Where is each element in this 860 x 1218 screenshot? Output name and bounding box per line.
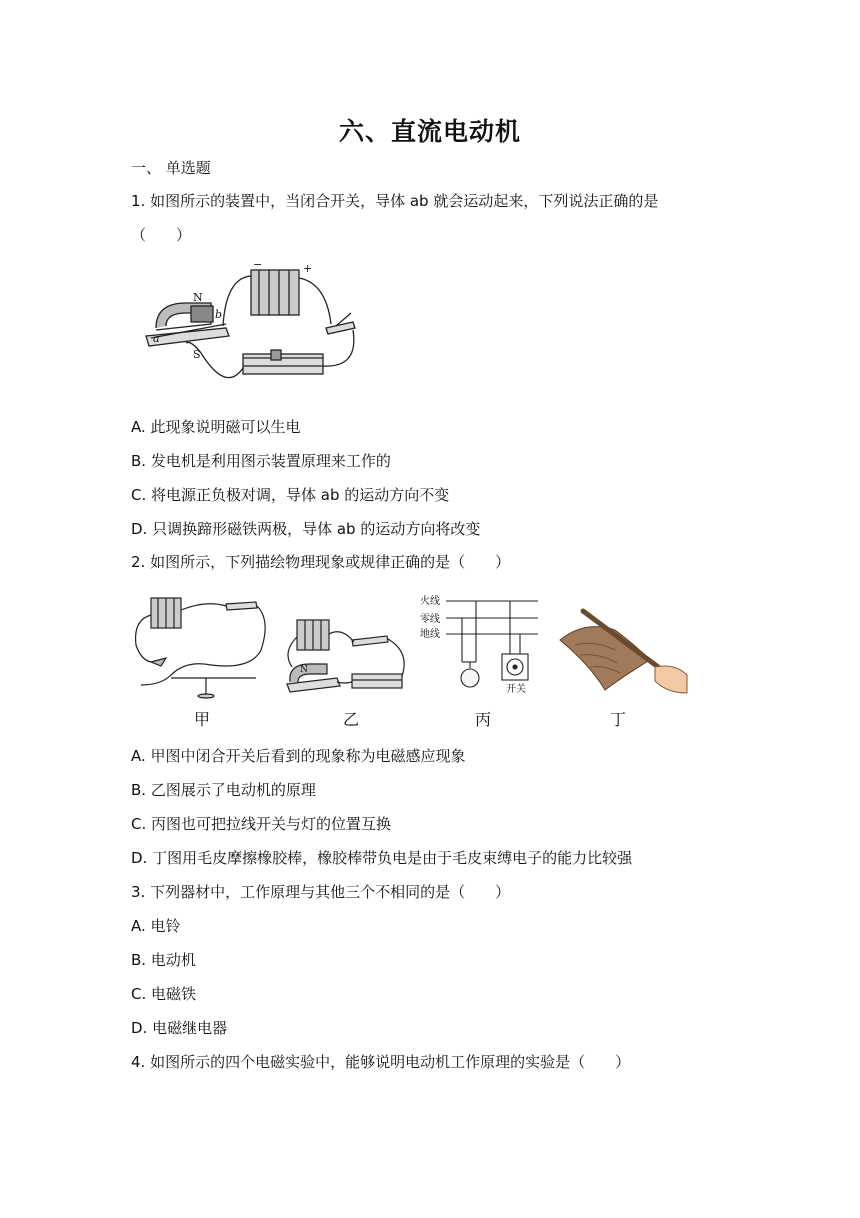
live-wire-label: 火线 [420,596,440,607]
section-heading: 一、 单选题 [131,159,211,177]
socket-switch-label: 开关 [506,684,526,695]
q2-figure-jia [131,590,271,700]
caption-ding: 丁 [609,710,626,729]
neutral-wire-label: 零线 [420,614,440,625]
conductor-b-label: b [215,308,223,321]
caption-yi: 乙 [342,710,359,729]
caption-bing: 丙 [474,710,491,729]
q1-stem: 1. 如图所示的装置中，当闭合开关，导体 ab 就会运动起来，下列说法正确的是 [131,192,659,210]
q1-option-a: A. 此现象说明磁可以生电 [131,418,301,436]
magnet-north-label: N [193,291,203,304]
q1-option-c: C. 将电源正负极对调，导体 ab 的运动方向不变 [131,486,450,504]
battery-plus-label: + [303,262,313,275]
page-title: 六、直流电动机 [338,117,521,146]
caption-jia: 甲 [193,710,210,729]
q2-figure-bing [420,592,540,702]
ground-wire-label: 地线 [420,629,440,640]
q3-option-c: C. 电磁铁 [131,985,197,1003]
q1-figure [131,258,361,383]
battery-minus-label: − [253,258,263,271]
q2-figure-ding [555,605,690,695]
q1-stem-bracket: （ ） [131,226,192,244]
yi-north-label: N [300,665,308,675]
q1-option-d: D. 只调换蹄形磁铁两极，导体 ab 的运动方向将改变 [131,520,481,538]
q3-option-b: B. 电动机 [131,951,196,969]
q3-stem: 3. 下列器材中，工作原理与其他三个不相同的是（ ） [131,883,511,901]
q2-figure-yi [282,612,412,697]
q2-stem: 2. 如图所示，下列描绘物理现象或规律正确的是（ ） [131,553,511,571]
q3-option-a: A. 电铃 [131,917,181,935]
conductor-a-label: a [153,332,160,345]
q2-option-a: A. 甲图中闭合开关后看到的现象称为电磁感应现象 [131,747,466,765]
q2-option-d: D. 丁图用毛皮摩擦橡胶棒，橡胶棒带负电是由于毛皮束缚电子的能力比较强 [131,849,633,867]
q2-option-b: B. 乙图展示了电动机的原理 [131,781,316,799]
q4-stem: 4. 如图所示的四个电磁实验中，能够说明电动机工作原理的实验是（ ） [131,1053,631,1071]
q3-option-d: D. 电磁继电器 [131,1019,228,1037]
q1-option-b: B. 发电机是利用图示装置原理来工作的 [131,452,391,470]
q2-option-c: C. 丙图也可把拉线开关与灯的位置互换 [131,815,392,833]
magnet-south-label: S [193,348,201,361]
